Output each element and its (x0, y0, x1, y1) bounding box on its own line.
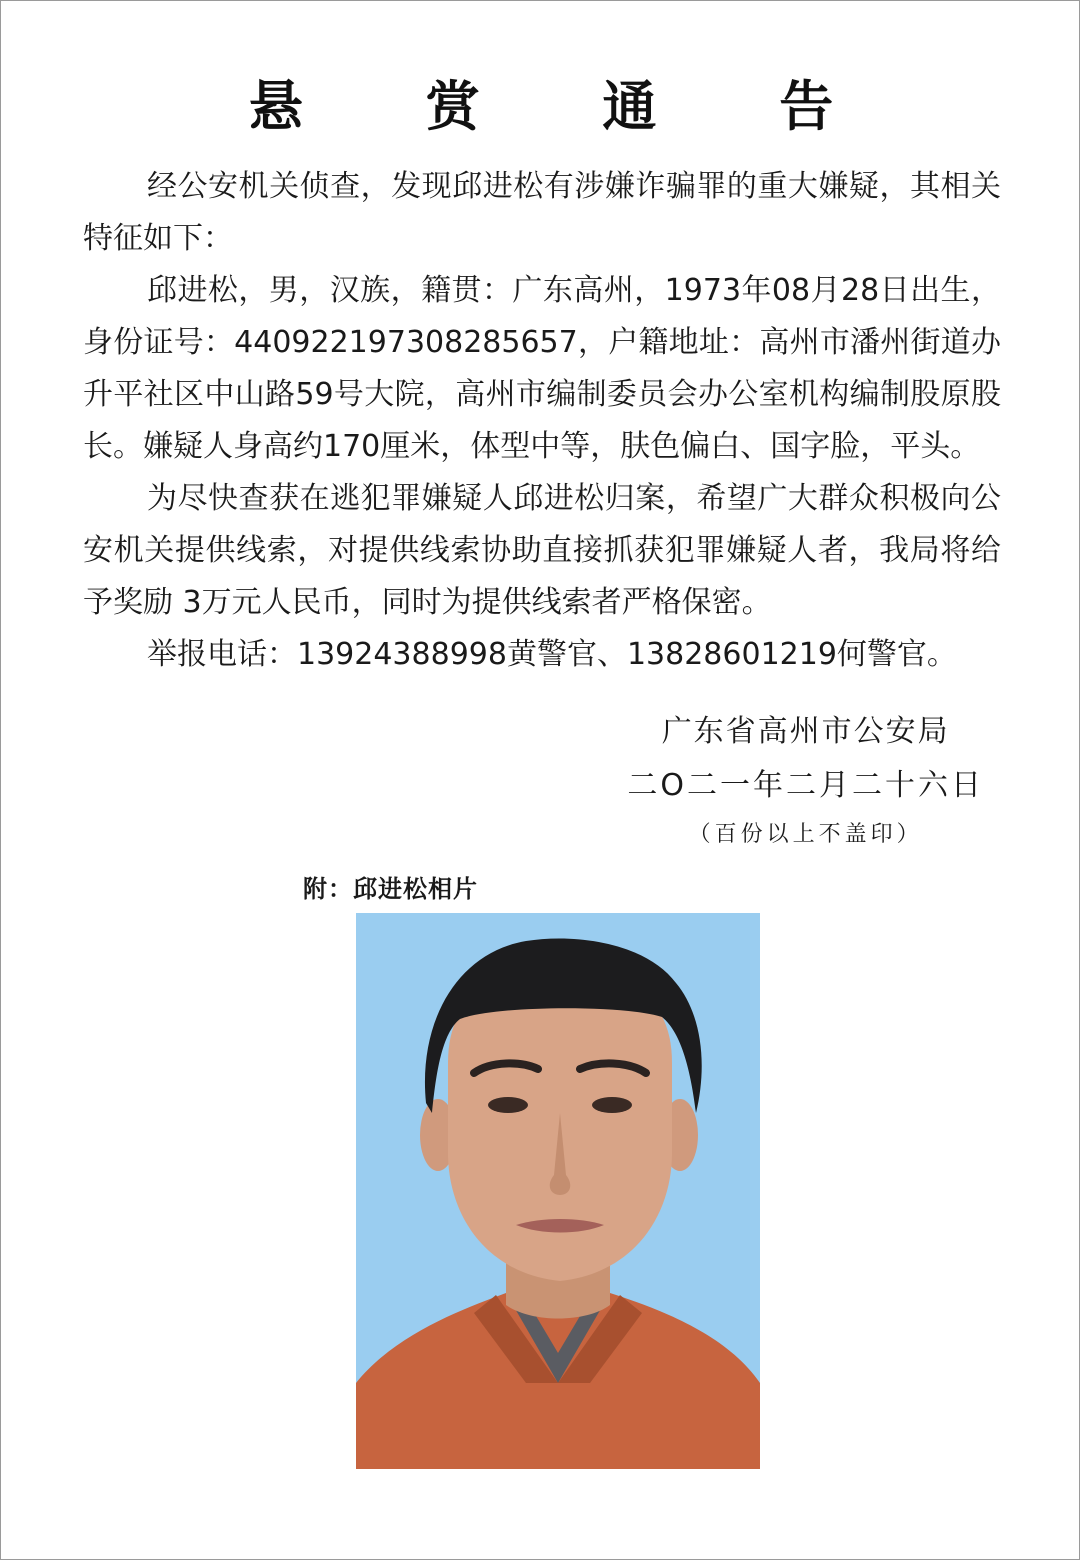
portrait-illustration (356, 913, 760, 1469)
issuer-name: 广东省高州市公安局 (661, 714, 950, 749)
issue-date: 二O二一年二月二十六日 (627, 768, 984, 803)
paragraph-reward: 为尽快查获在逃犯罪嫌疑人邱进松归案，希望广大群众积极向公安机关提供线索，对提供线索协助直接抓获犯罪嫌疑人者，我局将给予奖励 3万元人民币，同时为提供线索者严格保密。 (83, 481, 1001, 620)
paragraph-hotline: 举报电话：13924388998黄警官、13828601219何警官。 (147, 637, 957, 672)
right-eye (592, 1097, 632, 1113)
photo-caption: 附：邱进松相片 (303, 874, 478, 903)
notice-body (83, 161, 1001, 681)
signature-block (627, 705, 984, 857)
paragraph-suspect-details: 邱进松，男，汉族，籍贯：广东高州，1973年08月28日出生，身份证号：440922197308285657，户籍地址：高州市潘州街道办升平社区中山路59号大院，高州市编制委员会办公室机构编制股原股长。嫌疑人身高约170厘米，体型中等，肤色偏白、国字脸，平头。 (83, 273, 1001, 464)
seal-note: （百份以上不盖印） (688, 822, 923, 847)
paragraph-intro: 经公安机关侦查，发现邱进松有涉嫌诈骗罪的重大嫌疑，其相关特征如下： (83, 169, 1001, 256)
suspect-photo (356, 913, 760, 1469)
notice-title: 悬 赏 通 告 (248, 74, 886, 138)
left-eye (488, 1097, 528, 1113)
